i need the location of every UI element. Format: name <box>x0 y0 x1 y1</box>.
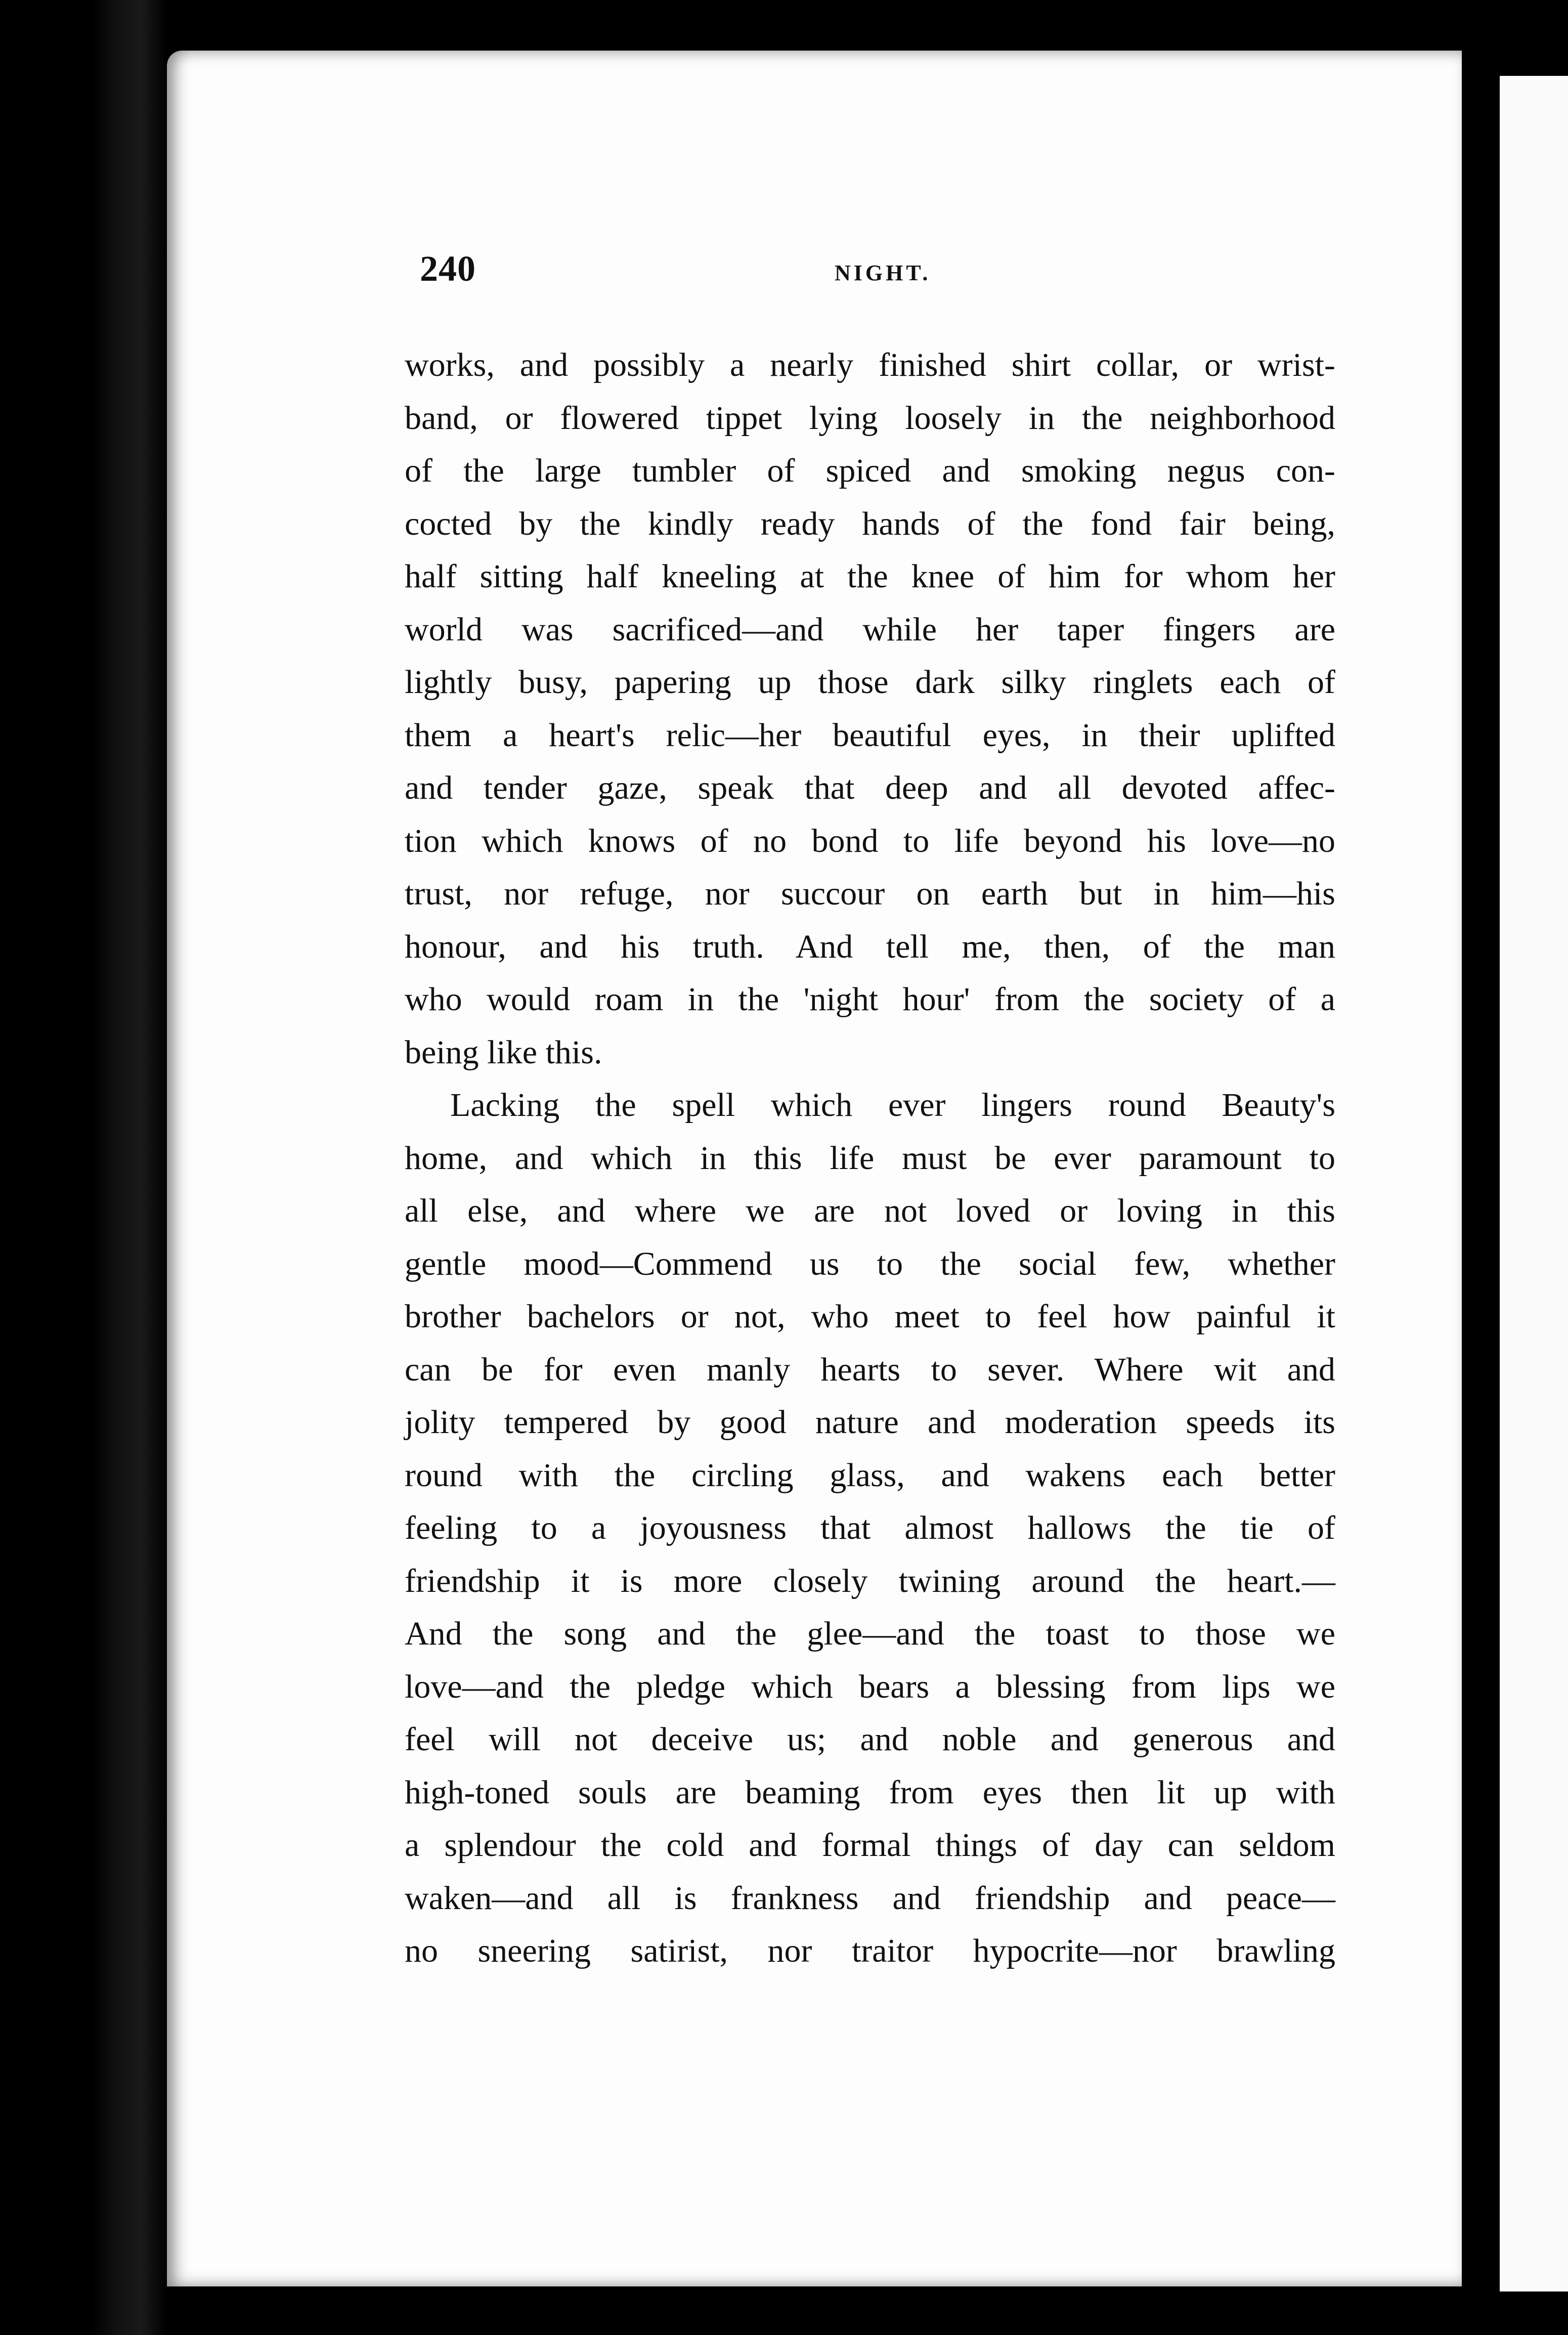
text-line: love—and the pledge which bears a blessing from lips we <box>405 1668 1335 1705</box>
text-line: no sneering satirist, nor traitor hypocrite—nor brawling <box>405 1932 1335 1969</box>
text-line: lightly busy, papering up those dark silky ringlets each of <box>405 664 1335 701</box>
text-line: all else, and where we are not loved or loving in this <box>405 1192 1335 1229</box>
paragraph-end-line: being like this. <box>405 1033 602 1071</box>
text-line: jolity tempered by good nature and moderation speeds its <box>405 1404 1335 1441</box>
text-line: tion which knows of no bond to life beyond his love—no <box>405 822 1335 859</box>
paragraph-start-line: Lacking the spell which ever lingers round Beauty's <box>450 1087 1335 1123</box>
adjacent-page-edge <box>1500 76 1568 2291</box>
text-line: honour, and his truth. And tell me, then, of the man <box>405 928 1335 965</box>
text-line: waken—and all is frankness and friendship and peace— <box>405 1879 1335 1917</box>
text-line: gentle mood—Commend us to the social few, whether <box>405 1245 1335 1282</box>
page-number: 240 <box>420 248 476 289</box>
running-head <box>420 248 1345 293</box>
body-text <box>405 339 1335 1978</box>
text-line: band, or flowered tippet lying loosely in the neighborhood <box>405 399 1335 437</box>
text-line: half sitting half kneeling at the knee of him for whom her <box>405 558 1335 595</box>
text-line: works, and possibly a nearly finished shirt collar, or wrist- <box>405 347 1335 383</box>
running-title: NIGHT. <box>835 261 931 285</box>
text-line: world was sacrificed—and while her taper fingers are <box>405 611 1335 648</box>
text-line: friendship it is more closely twining around the heart.— <box>405 1562 1335 1599</box>
scan-binding-edge <box>0 0 167 2335</box>
text-line: brother bachelors or not, who meet to feel how painful it <box>405 1298 1335 1335</box>
text-line: cocted by the kindly ready hands of the fond fair being, <box>405 505 1335 542</box>
text-line: home, and which in this life must be ever paramount to <box>405 1139 1335 1177</box>
text-line: trust, nor refuge, nor succour on earth but in him—his <box>405 875 1335 912</box>
text-line: can be for even manly hearts to sever. Where wit and <box>405 1351 1335 1388</box>
text-line: feel will not deceive us; and noble and generous and <box>405 1721 1335 1758</box>
text-line: them a heart's relic—her beautiful eyes, in their uplifted <box>405 716 1335 754</box>
text-line: a splendour the cold and formal things of day can seldom <box>405 1827 1335 1864</box>
text-line: round with the circling glass, and wakens each better <box>405 1456 1335 1494</box>
text-line: and tender gaze, speak that deep and all devoted affec- <box>405 769 1335 806</box>
text-line: who would roam in the 'night hour' from the society of a <box>405 981 1335 1018</box>
text-line: feeling to a joyousness that almost hallows the tie of <box>405 1509 1335 1546</box>
text-line: of the large tumbler of spiced and smoking negus con- <box>405 452 1335 489</box>
text-line: And the song and the glee—and the toast to those we <box>405 1615 1335 1652</box>
text-line: high-toned souls are beaming from eyes then lit up with <box>405 1774 1335 1811</box>
